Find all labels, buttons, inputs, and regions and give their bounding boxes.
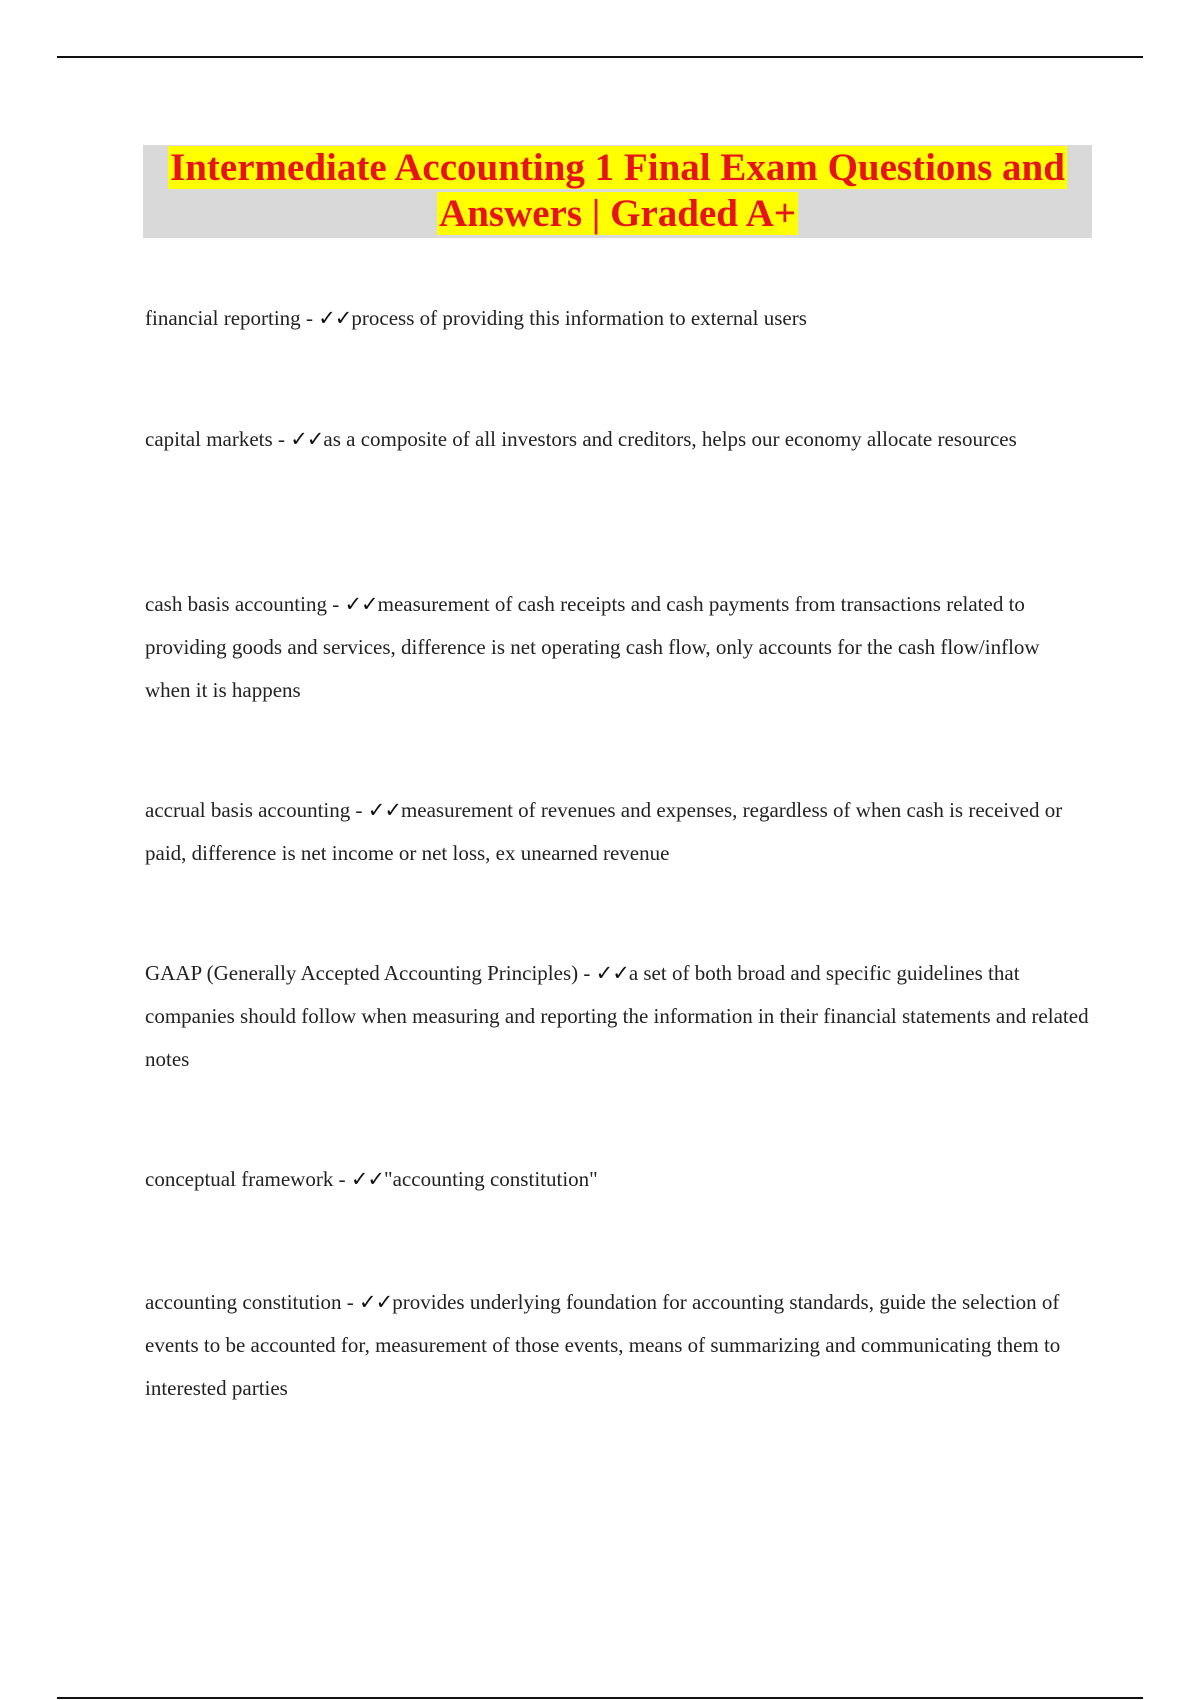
entry-definition: process of providing this information to external users <box>351 306 807 330</box>
entry-definition: a set of both broad and specific guidelines that companies should follow when measuring and reporting the information in their financial statements and related notes <box>145 961 1089 1071</box>
entry-term: capital markets <box>145 427 273 451</box>
term-entry <box>145 583 1090 712</box>
term-entry <box>145 1281 1090 1410</box>
entry-definition: provides underlying foundation for accounting standards, guide the selection of events to be accounted for, measurement of those events, means of summarizing and communicating them to interested parties <box>145 1290 1061 1400</box>
entry-separator: - <box>272 427 291 451</box>
check-icon: ✓✓ <box>595 961 629 985</box>
term-entry <box>145 952 1090 1081</box>
check-icon: ✓✓ <box>359 1290 393 1314</box>
page-bottom-rule <box>57 1697 1143 1699</box>
title-line-2: Answers | Graded A+ <box>439 192 796 235</box>
term-entry <box>145 297 1090 340</box>
term-entry <box>145 1158 1090 1201</box>
entry-separator: - <box>350 798 368 822</box>
page-top-rule <box>57 56 1143 58</box>
document-title <box>143 145 1092 238</box>
entry-separator: - <box>578 961 596 985</box>
term-entry <box>145 789 1090 875</box>
entry-definition: measurement of cash receipts and cash payments from transactions related to providing goods and services, difference is net operating cash flow, only accounts for the cash flow/inflow when it is happens <box>145 592 1040 702</box>
entry-term: accrual basis accounting <box>145 798 351 822</box>
check-icon: ✓✓ <box>290 427 324 451</box>
entry-definition: as a composite of all investors and creditors, helps our economy allocate resources <box>323 427 1017 451</box>
term-entry <box>145 418 1090 461</box>
entry-separator: - <box>341 1290 360 1314</box>
entry-separator: - <box>333 1167 351 1191</box>
entry-separator: - <box>326 592 345 616</box>
entry-separator: - <box>300 306 319 330</box>
entry-definition: measurement of revenues and expenses, regardless of when cash is received or paid, difference is net income or net loss, ex unearned revenue <box>145 798 1063 865</box>
check-icon: ✓✓ <box>350 1167 385 1191</box>
title-line-1: Intermediate Accounting 1 Final Exam Questions and <box>170 146 1065 189</box>
check-icon: ✓✓ <box>344 592 378 616</box>
entry-definition: "accounting constitution" <box>384 1167 598 1191</box>
check-icon: ✓✓ <box>367 798 401 822</box>
entry-term: financial reporting <box>145 306 301 330</box>
entry-term: conceptual framework <box>145 1167 334 1191</box>
entry-term: GAAP (Generally Accepted Accounting Principles) <box>145 961 579 985</box>
entry-term: accounting constitution <box>145 1290 342 1314</box>
entry-term: cash basis accounting <box>145 592 327 616</box>
check-icon: ✓✓ <box>318 306 352 330</box>
